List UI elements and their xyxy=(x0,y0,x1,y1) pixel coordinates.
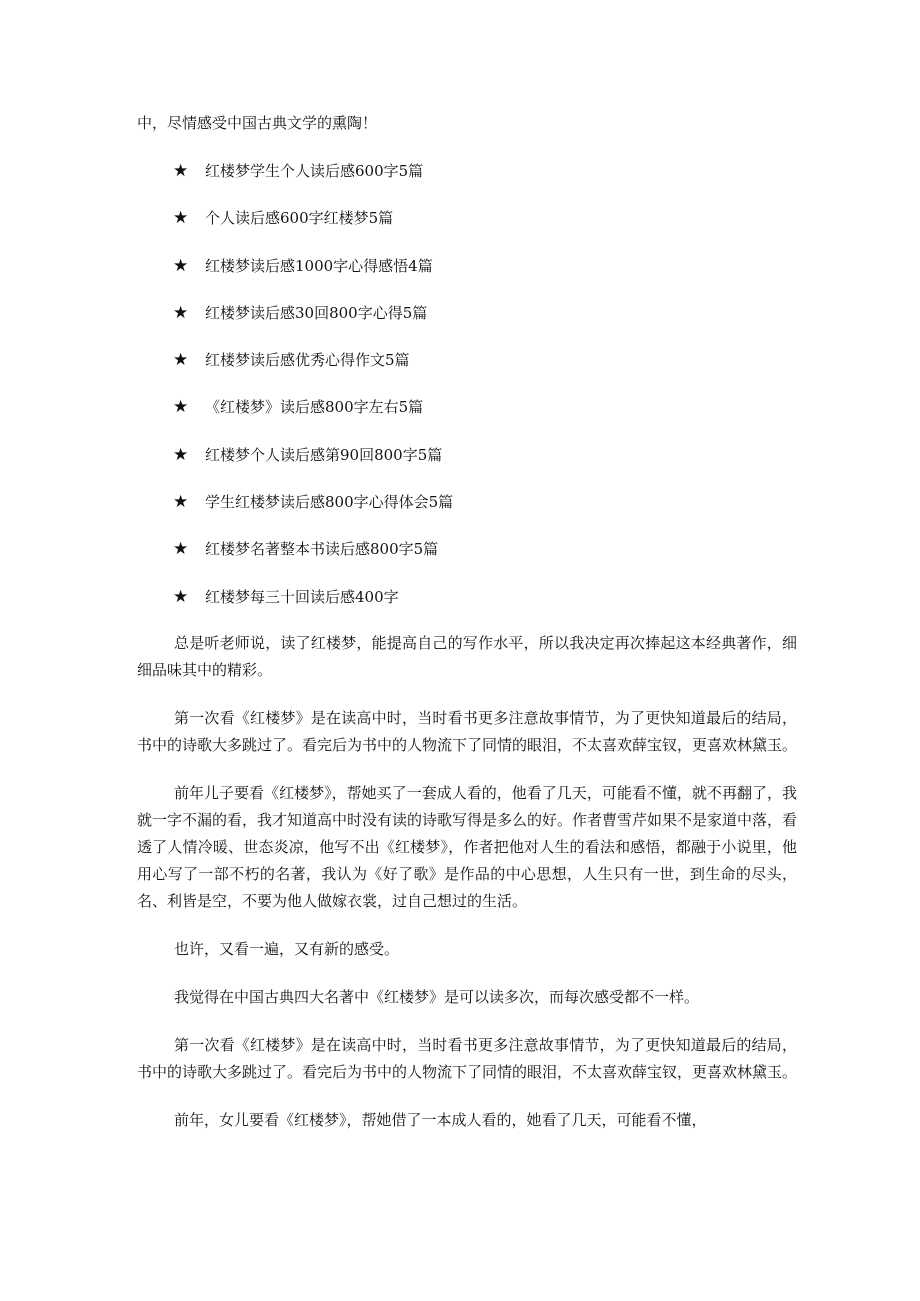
star-icon: ★ xyxy=(173,255,189,276)
list-item[interactable] xyxy=(173,158,453,205)
list-item-label: 红楼梦读后感30回800字心得5篇 xyxy=(205,303,428,322)
star-icon: ★ xyxy=(173,444,189,465)
paragraph: 第一次看《红楼梦》是在读高中时，当时看书更多注意故事情节，为了更快知道最后的结局，书中的诗歌大多跳过了。看完后为书中的人物流下了同情的眼泪，不太喜欢薛宝钗，更喜欢林黛玉。 xyxy=(137,1036,798,1081)
list-item-label: 红楼梦个人读后感第90回800字5篇 xyxy=(205,445,443,464)
list-item[interactable] xyxy=(173,205,453,252)
star-icon: ★ xyxy=(173,208,189,229)
paragraph: 总是听老师说，读了红楼梦，能提高自己的写作水平，所以我决定再次捧起这本经典著作，细细品味其中的精彩。 xyxy=(137,634,797,679)
list-item-label: 红楼梦名著整本书读后感800字5篇 xyxy=(205,540,439,559)
list-item-label: 《红楼梦》读后感800字左右5篇 xyxy=(205,398,424,417)
list-item[interactable] xyxy=(173,394,453,441)
list-item-label: 学生红楼梦读后感800字心得体会5篇 xyxy=(205,493,454,512)
star-icon: ★ xyxy=(173,302,189,323)
paragraph: 第一次看《红楼梦》是在读高中时，当时看书更多注意故事情节，为了更快知道最后的结局，书中的诗歌大多跳过了。看完后为书中的人物流下了同情的眼泪，不太喜欢薛宝钗，更喜欢林黛玉。 xyxy=(137,709,798,754)
list-item-label: 红楼梦读后感优秀心得作文5篇 xyxy=(205,351,410,370)
list-item[interactable] xyxy=(173,584,453,631)
intro-line: 中，尽情感受中国古典文学的熏陶！ xyxy=(137,114,378,132)
article-list xyxy=(173,158,453,631)
star-icon: ★ xyxy=(173,492,189,513)
star-icon: ★ xyxy=(173,397,189,418)
star-icon: ★ xyxy=(173,350,189,371)
list-item[interactable] xyxy=(173,442,453,489)
star-icon: ★ xyxy=(173,539,189,560)
paragraph: 也许，又看一遍，又有新的感受。 xyxy=(174,940,400,958)
paragraph: 前年儿子要看《红楼梦》，帮她买了一套成人看的，他看了几天，可能看不懂，就不再翻了，我就一字不漏的看，我才知道高中时没有读的诗歌写得是多么的好。作者曹雪芹如果不是家道中落，看透了人情冷暖、世态炎凉，他写不出《红楼梦》，作者把他对人生的看法和感悟，都融于小说里，他用心写了一部不朽的名著，我认为《好了歌》是作品的中心思想，人生只有一世，到生命的尽头，名、利皆是空，不要为他人做嫁衣裳，过自己想过的生活。 xyxy=(137,784,798,910)
list-item[interactable] xyxy=(173,536,453,583)
list-item-label: 红楼梦每三十回读后感400字 xyxy=(205,587,399,606)
list-item-label: 个人读后感600字红楼梦5篇 xyxy=(205,209,394,228)
list-item[interactable] xyxy=(173,489,453,536)
list-item-label: 红楼梦读后感1000字心得感悟4篇 xyxy=(205,256,433,275)
article-body xyxy=(137,630,797,1155)
star-icon: ★ xyxy=(173,586,189,607)
list-item-label: 红楼梦学生个人读后感600字5篇 xyxy=(205,162,424,180)
paragraph: 我觉得在中国古典四大名著中《红楼梦》是可以读多次，而每次感受都不一样。 xyxy=(174,988,700,1006)
paragraph: 前年，女儿要看《红楼梦》，帮她借了一本成人看的，她看了几天，可能看不懂， xyxy=(174,1111,707,1129)
star-icon: ★ xyxy=(173,161,189,181)
list-item[interactable] xyxy=(173,347,453,394)
list-item[interactable] xyxy=(173,253,453,300)
list-item[interactable] xyxy=(173,300,453,347)
